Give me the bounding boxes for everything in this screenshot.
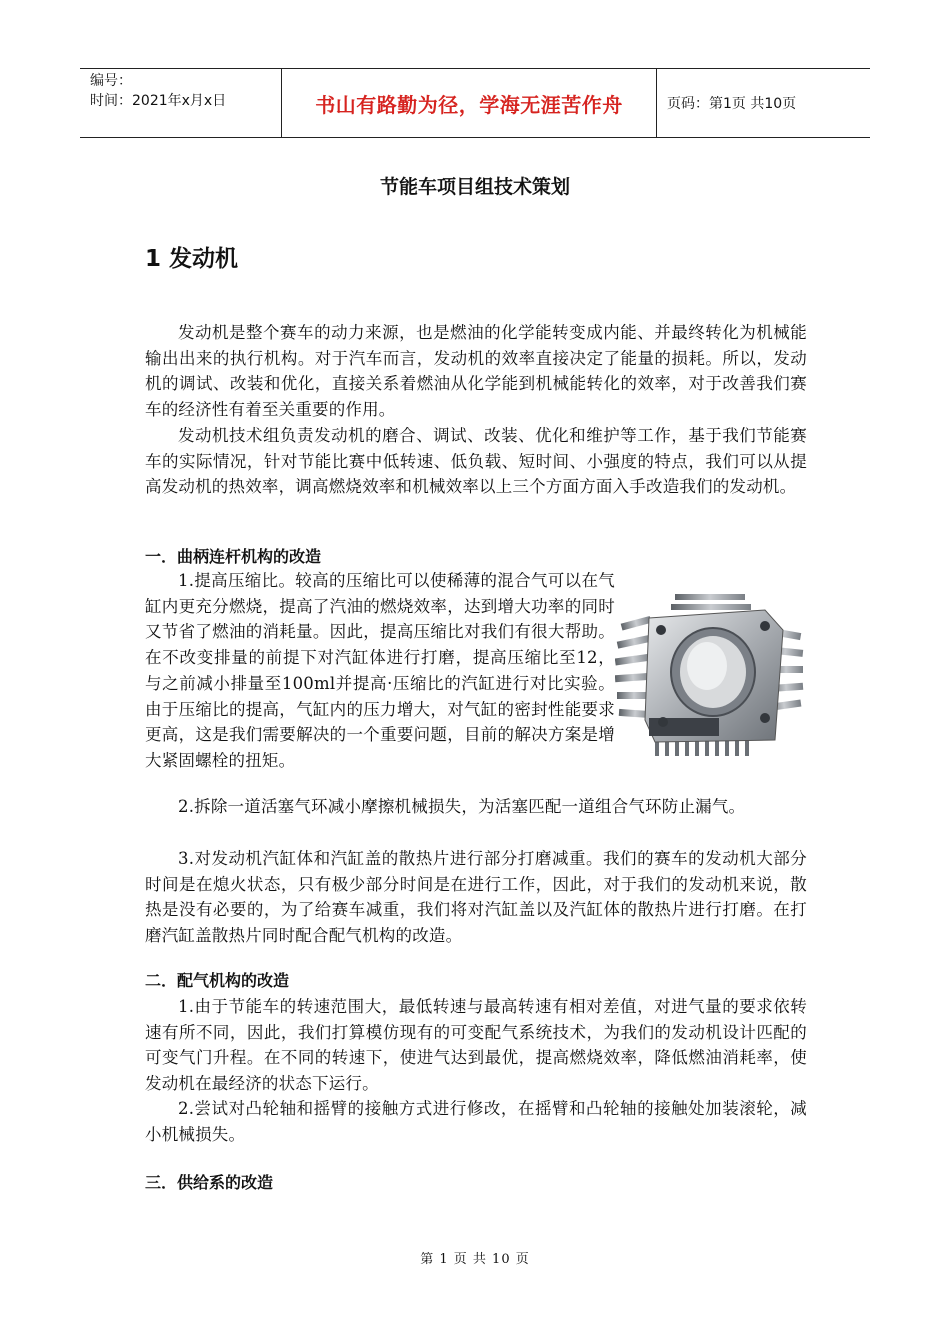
crank-item-1-text: 1.提高压缩比。较高的压缩比可以使稀薄的混合气可以在气缸内更充分燃烧，提高了汽油的燃烧效率，达到增大功率的同时又节省了燃油的消耗量。因此，提高压缩比对我们有很大帮助。在不改变排量的前提下对汽缸体进行打磨，提高压缩比至12，与之前减小排量至100ml并提高·压缩比的汽缸进行对比实验。由于压缩比的提高，气缸内的压力增大，对气缸的密封性能要求更高，这是我们需要解决的一个重要问题，目前的解决方案是增大紧固螺栓的扭矩。 — [145, 571, 615, 770]
page-header — [80, 68, 870, 138]
valve-item-2: 2.尝试对凸轮轴和摇臂的接触方式进行修改，在摇臂和凸轮轴的接触处加装滚轮，减小机械损失。 — [145, 1099, 807, 1144]
engine-cylinder-icon — [615, 590, 805, 760]
number-label: 编号： — [90, 73, 132, 89]
header-motto: 书山有路勤为径，学海无涯苦作舟 — [282, 69, 657, 137]
subsection-heading-valve: 二．配气机构的改造 — [145, 971, 290, 990]
header-page-info: 页码：第1页 共10页 — [667, 96, 797, 112]
crank-item-1 — [145, 568, 615, 774]
crank-item-3: 3.对发动机汽缸体和汽缸盖的散热片进行部分打磨减重。我们的赛车的发动机大部分时间是在熄火状态，只有极少部分时间是在进行工作，因此，对于我们的发动机来说，散热是没有必要的，为了给赛车减重，我们将对汽缸盖以及汽缸体的散热片进行打磨。在打磨汽缸盖散热片同时配合配气机构的改造。 — [145, 849, 807, 946]
subsection-heading-supply: 三．供给系的改造 — [145, 1173, 274, 1192]
intro-paragraph-2: 发动机技术组负责发动机的磨合、调试、改装、优化和维护等工作，基于我们节能赛车的实际情况，针对节能比赛中低转速、低负载、短时间、小强度的特点，我们可以从提高发动机的热效率，调高燃烧效率和机械效率以上三个方面方面入手改造我们的发动机。 — [145, 426, 807, 497]
crank-item-2: 2.拆除一道活塞气环减小摩擦机械损失，为活塞匹配一道组合气环防止漏气。 — [178, 797, 746, 816]
valve-item-1: 1.由于节能车的转速范围大，最低转速与最高转速有相对差值，对进气量的要求依转速有所不同，因此，我们打算模仿现有的可变配气系统技术，为我们的发动机设计匹配的可变气门升程。在不同的转速下，使进气达到最优，提高燃烧效率，降低燃油消耗率，使发动机在最经济的状态下运行。 — [145, 997, 807, 1094]
document-title: 节能车项目组技术策划 — [379, 176, 570, 198]
subsection-heading-crank: 一．曲柄连杆机构的改造 — [145, 547, 322, 566]
section-heading-engine: 1 发动机 — [145, 246, 239, 272]
header-meta — [80, 69, 282, 137]
intro-paragraph-1: 发动机是整个赛车的动力来源，也是燃油的化学能转变成内能、并最终转化为机械能输出出来的执行机构。对于汽车而言，发动机的效率直接决定了能量的损耗。所以，发动机的调试、改装和优化，直接关系着燃油从化学能到机械能转化的效率，对于改善我们赛车的经济性有着至关重要的作用。 — [145, 323, 807, 420]
time-label: 时间：2021年x月x日 — [90, 93, 227, 109]
page-footer: 第 1 页 共 10 页 — [420, 1252, 530, 1267]
